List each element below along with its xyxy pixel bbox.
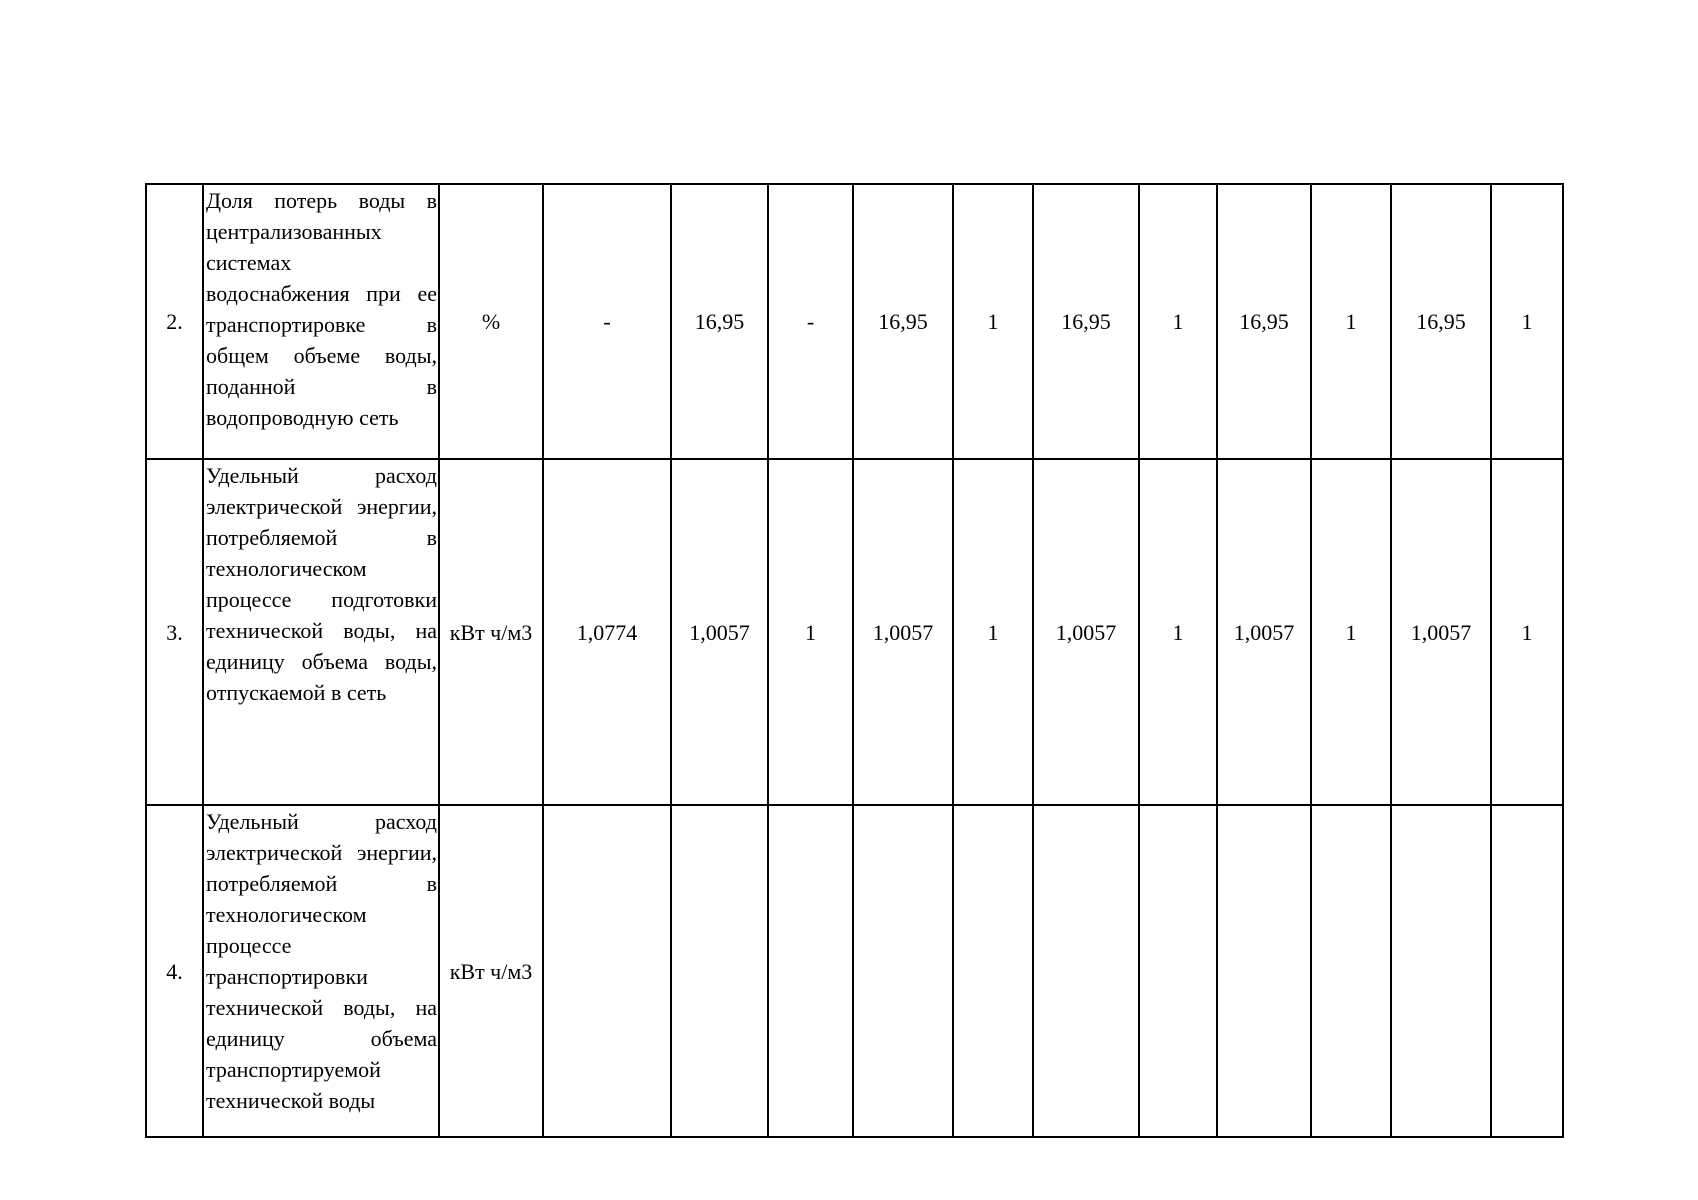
value-cell	[768, 805, 853, 1137]
row-number: 4.	[146, 805, 203, 1137]
table-row	[146, 805, 1563, 1137]
value-cell: 1	[1139, 184, 1217, 459]
value-cell: 16,95	[853, 184, 953, 459]
value-cell: 1	[1311, 459, 1391, 805]
value-cell	[853, 805, 953, 1137]
value-cell: 1,0057	[1033, 459, 1139, 805]
indicator-name: Доля потерь воды в централизованных системах водоснабжения при ее транспортировке в общем объеме воды, поданной в водопроводную сеть	[203, 184, 439, 459]
value-cell	[671, 805, 768, 1137]
unit-cell: %	[439, 184, 543, 459]
value-cell	[1139, 805, 1217, 1137]
value-cell	[1311, 805, 1391, 1137]
value-cell: 1	[1311, 184, 1391, 459]
value-cell: 1	[768, 459, 853, 805]
value-cell: 16,95	[671, 184, 768, 459]
value-cell: 1	[1139, 459, 1217, 805]
value-cell: 16,95	[1391, 184, 1491, 459]
value-cell: 1,0057	[853, 459, 953, 805]
value-cell: 1	[1491, 184, 1563, 459]
value-cell	[1033, 805, 1139, 1137]
value-cell: -	[768, 184, 853, 459]
table-row	[146, 459, 1563, 805]
indicator-name: Удельный расход электрической энергии, потребляемой в технологическом процессе транспортировки технической воды, на единицу объема транспортируемой технической воды	[203, 805, 439, 1137]
row-number: 3.	[146, 459, 203, 805]
value-cell: 1,0774	[543, 459, 671, 805]
value-cell	[953, 805, 1033, 1137]
value-cell: -	[543, 184, 671, 459]
value-cell: 1,0057	[1217, 459, 1311, 805]
value-cell	[1217, 805, 1311, 1137]
value-cell: 1	[1491, 459, 1563, 805]
unit-cell: кВт ч/м3	[439, 805, 543, 1137]
indicators-table	[145, 183, 1564, 1138]
value-cell: 1	[953, 184, 1033, 459]
row-number: 2.	[146, 184, 203, 459]
value-cell: 1,0057	[1391, 459, 1491, 805]
value-cell	[1391, 805, 1491, 1137]
value-cell	[1491, 805, 1563, 1137]
value-cell: 1,0057	[671, 459, 768, 805]
value-cell	[543, 805, 671, 1137]
value-cell: 16,95	[1217, 184, 1311, 459]
unit-cell: кВт ч/м3	[439, 459, 543, 805]
indicator-name: Удельный расход электрической энергии, потребляемой в технологическом процессе подготовки технической воды, на единицу объема воды, отпускаемой в сеть	[203, 459, 439, 805]
table-row	[146, 184, 1563, 459]
value-cell: 16,95	[1033, 184, 1139, 459]
value-cell: 1	[953, 459, 1033, 805]
